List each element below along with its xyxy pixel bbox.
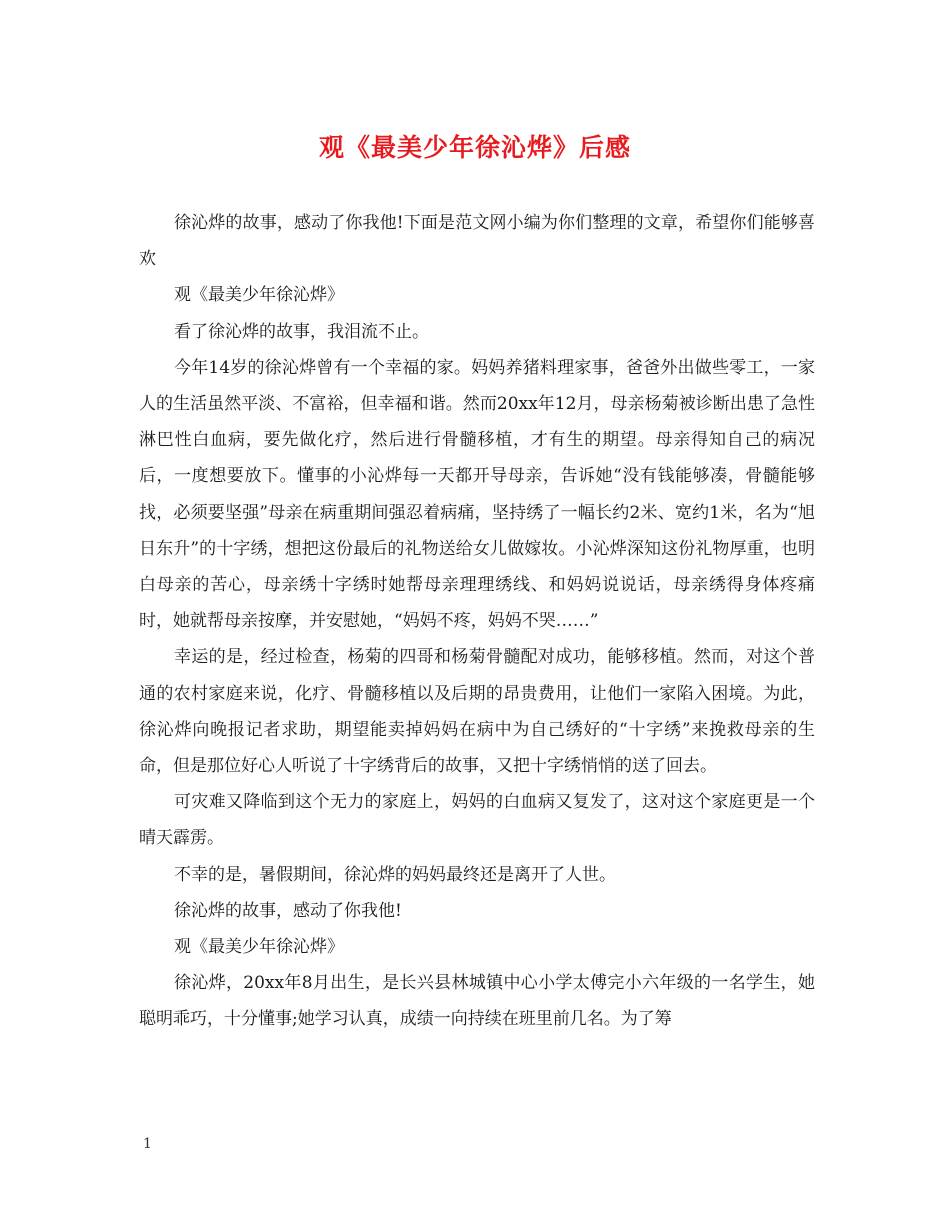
page-number: 1 (143, 1136, 152, 1152)
paragraph: 可灾难又降临到这个无力的家庭上，妈妈的白血病又复发了，这对这个家庭更是一个晴天霹雳。 (139, 792, 815, 849)
paragraph: 徐沁烨，20xx年8月出生，是长兴县林城镇中心小学太傅完小六年级的一名学生，她聪明乖巧，十分懂事;她学习认真，成绩一向持续在班里前几名。为了筹 (139, 973, 815, 1030)
paragraph: 今年14岁的徐沁烨曾有一个幸福的家。妈妈养猪料理家事，爸爸外出做些零工，一家人的生活虽然平淡、不富裕，但幸福和谐。然而20xx年12月，母亲杨菊被诊断出患了急性淋巴性白血病，要先做化疗，然后进行骨髓移植，才有生的期望。母亲得知自己的病况后，一度想要放下。懂事的小沁烨每一天都开导母亲，告诉她“没有钱能够凑，骨髓能够找，必须要坚强”母亲在病重期间强忍着病痛，坚持绣了一幅长约2米、宽约1米，名为“旭日东升”的十字绣，想把这份最后的礼物送给女儿做嫁妆。小沁烨深知这份礼物厚重，也明白母亲的苦心，母亲绣十字绣时她帮母亲理理绣线、和妈妈说说话，母亲绣得身体疼痛时，她就帮母亲按摩，并安慰她，“妈妈不疼，妈妈不哭……” (139, 357, 815, 632)
paragraph: 幸运的是，经过检查，杨菊的四哥和杨菊骨髓配对成功，能够移植。然而，对这个普通的农村家庭来说，化疗、骨髓移植以及后期的昂贵费用，让他们一家陷入困境。为此，徐沁烨向晚报记者求助，期望能卖掉妈妈在病中为自己绣好的“十字绣”来挽救母亲的生命，但是那位好心人听说了十字绣背后的故事，又把十字绣悄悄的送了回去。 (139, 647, 815, 777)
paragraph: 看了徐沁烨的故事，我泪流不止。 (174, 321, 429, 342)
paragraph-heading-2: 观《最美少年徐沁烨》 (174, 937, 344, 958)
paragraph-intro: 徐沁烨的故事，感动了你我他!下面是范文网小编为你们整理的文章，希望你们能够喜欢 (139, 213, 815, 270)
paragraph-heading-1: 观《最美少年徐沁烨》 (174, 285, 344, 306)
paragraph: 徐沁烨的故事，感动了你我他! (174, 900, 402, 921)
paragraph: 不幸的是，暑假期间，徐沁烨的妈妈最终还是离开了人世。 (174, 864, 616, 885)
document-title: 观《最美少年徐沁烨》后感 (318, 133, 631, 162)
document-body (139, 205, 815, 1038)
